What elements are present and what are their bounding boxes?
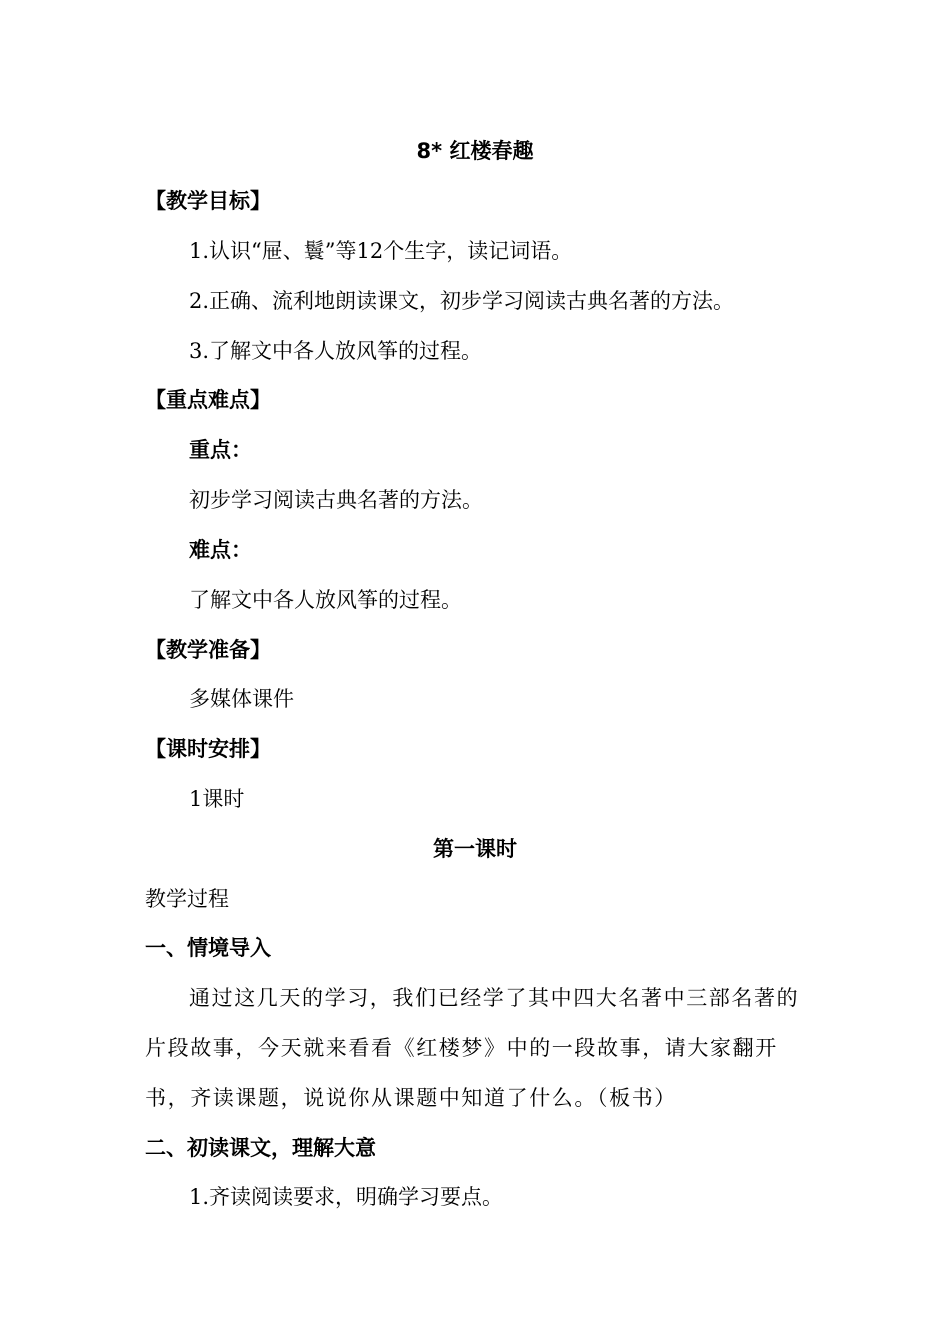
part1-line-2: 片段故事，今天就来看看《红楼梦》中的一段故事，请大家翻开 [145, 1036, 778, 1060]
lesson-title: 第一课时 [433, 837, 517, 861]
schedule-heading: 【课时安排】 [145, 737, 271, 761]
process-label: 教学过程 [145, 887, 229, 911]
part1-line-1: 通过这几天的学习，我们已经学了其中四大名著中三部名著的 [189, 986, 800, 1010]
preparation-text: 多媒体课件 [189, 687, 294, 711]
preparation-heading: 【教学准备】 [145, 638, 271, 662]
key-point-text: 初步学习阅读古典名著的方法。 [189, 488, 483, 512]
part2-item-1: 1.齐读阅读要求，明确学习要点。 [189, 1185, 504, 1209]
schedule-text: 1课时 [189, 787, 245, 811]
difficulty-label: 难点： [189, 538, 252, 562]
objective-item-1: 1.认识“屉、鬟”等12个生字，读记词语。 [189, 239, 573, 263]
page-title: 8* 红楼春趣 [416, 139, 534, 163]
part2-heading: 二、初读课文，理解大意 [145, 1136, 376, 1160]
objective-item-3: 3.了解文中各人放风筝的过程。 [189, 339, 483, 363]
objectives-heading: 【教学目标】 [145, 189, 271, 213]
key-points-heading: 【重点难点】 [145, 388, 271, 412]
key-point-label: 重点： [189, 438, 252, 462]
difficulty-text: 了解文中各人放风筝的过程。 [189, 588, 462, 612]
objective-item-2: 2.正确、流利地朗读课文，初步学习阅读古典名著的方法。 [189, 289, 735, 313]
part1-line-3: 书，齐读课题，说说你从课题中知道了什么。（板书） [145, 1086, 677, 1110]
part1-heading: 一、情境导入 [145, 936, 271, 960]
